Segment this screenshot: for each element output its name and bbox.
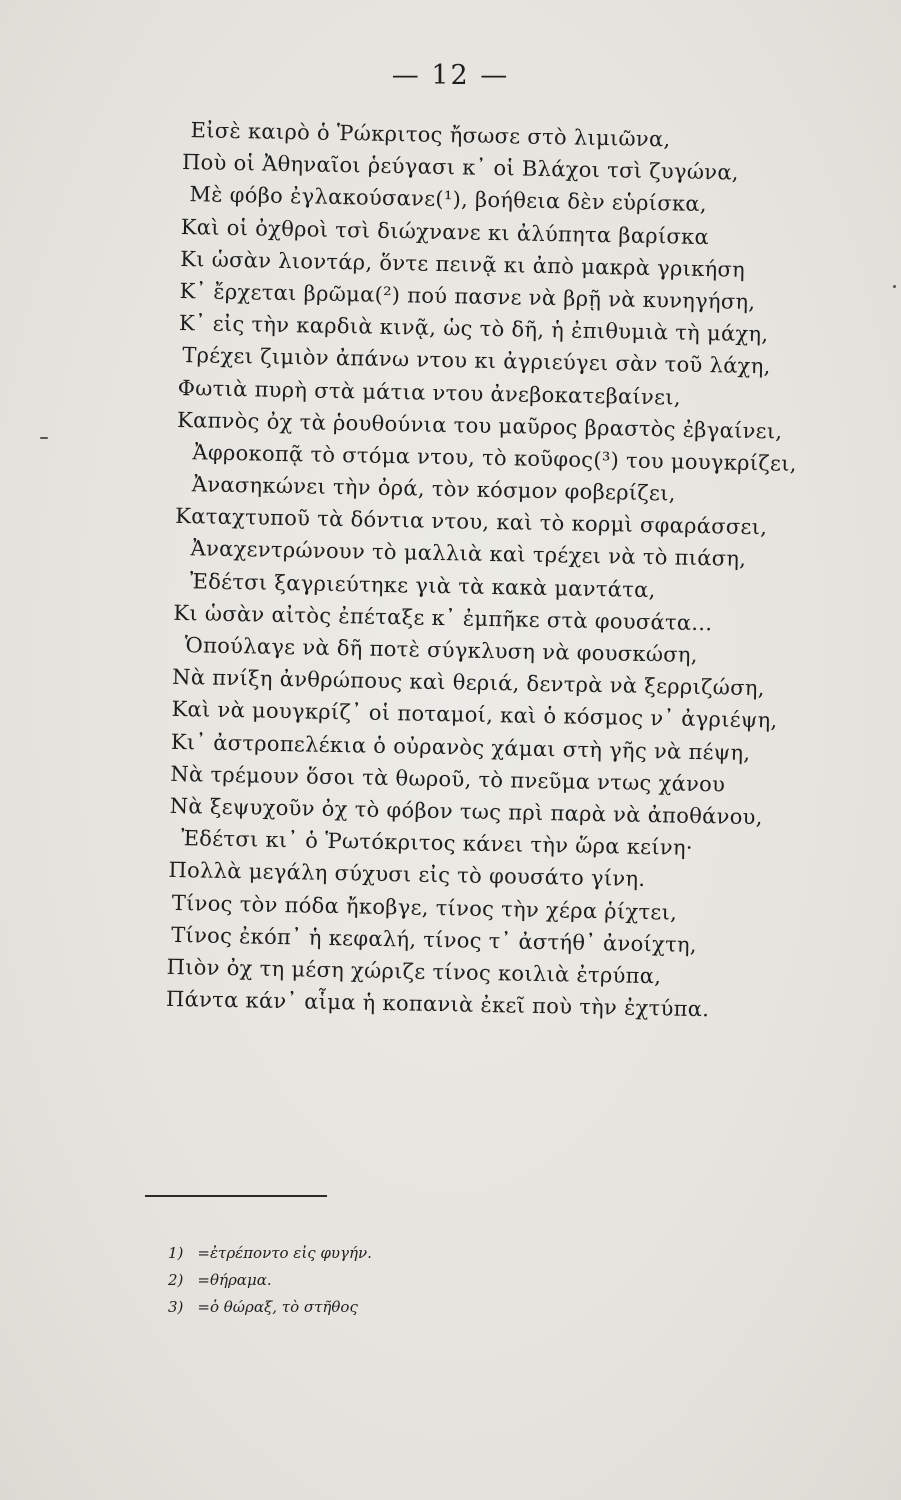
verse-line: Πιὸν ὀχ τη μέση χώριζε τίνος κοιλιὰ ἐτρύπα, [166,954,662,989]
footnote [168,1240,668,1267]
verse-line: Καὶ οἱ ὀχθροὶ τσὶ διώχνανε κι ἀλύπητα βαρίσκα [180,214,710,249]
verse-line: Καπνὸς ὀχ τὰ ῥουθούνια του μαῦρος βραστὸς ἐβγαίνει, [176,407,783,444]
verse-line: Εἰσὲ καιρὸ ὁ Ῥώκριτος ἤσωσε στὸ λιμιῶνα, [190,118,671,152]
footnote [168,1294,668,1321]
verse-line: Τίνος ἐκόπ᾿ ἡ κεφαλή, τίνος τ᾿ ἀστήθ᾿ ἀνοίχτη, [171,922,698,957]
verse-line: Νὰ τρέμουν ὅσοι τὰ θωροῦ, τὸ πνεῦμα ντως χάνου [170,761,726,797]
footnote-marker: 1) [168,1244,184,1262]
footnote-text: =ὁ θώραξ, τὸ στῆθος [197,1298,358,1316]
verse-line: Κι᾿ ἀστροπελέκια ὁ οὐρανὸς χάμαι στὴ γῆς νὰ πέψη, [170,729,751,765]
verse-line: Κι ὡσὰν αἰτὸς ἐπέταξε κ᾿ ἐμπῆκε στὰ φουσάτα... [173,600,713,636]
paper-speck [893,285,896,288]
verse-line: Καταχτυποῦ τὰ δόντια ντου, καὶ τὸ κορμὶ σφαράσσει, [175,504,768,540]
footnote-marker: 3) [168,1298,184,1316]
page-number: — 12 — [391,60,510,91]
verse-line: Πάντα κάν᾿ αἷμα ἡ κοπανιὰ ἐκεῖ ποὺ τὴν ἐχτύπα. [165,986,710,1022]
verse-line: Ποὺ οἱ Ἀθηναῖοι ῥεύγασι κ᾿ οἱ Βλάχοι τσὶ ζυγώνα, [181,150,740,185]
verse-line: Ὁπούλαγε νὰ δῆ ποτὲ σύγκλυση νὰ φουσκώση, [184,633,698,667]
verse-line: Ἀνασηκώνει τὴν ὀρά, τὸν κόσμον φοβερίζει, [191,472,676,506]
verse-line: Φωτιὰ πυρὴ στὰ μάτια ντου ἀνεβοκατεβαίνει, [177,375,682,410]
verse-line: Πολλὰ μεγάλη σύχυσι εἰς τὸ φουσάτο γίνη. [168,858,646,892]
footnote [168,1267,668,1294]
footnote-text: =θήραμα. [197,1271,272,1289]
footnote-text: =ἐτρέποντο εἰς φυγήν. [197,1244,372,1262]
verse-line: Ἐδέτσι κι᾿ ὁ Ῥωτόκριτος κάνει τὴν ὥρα κείνη· [180,826,694,861]
verse-line: Κ᾿ ἔρχεται βρῶμα(²) πού πασνε νὰ βρῇ νὰ κυνηγήση, [179,278,756,314]
verse-line: Ἀναχεντρώνουν τὸ μαλλιὰ καὶ τρέχει νὰ τὸ πιάση, [190,536,747,572]
verse-line: Κι ὡσὰν λιοντάρ, ὅντε πεινᾷ κι ἀπὸ μακρὰ γρικήση [179,246,746,282]
footnotes [168,1240,668,1321]
verse-line: Τίνος τὸν πόδα ἤκοβγε, τίνος τὴν χέρα ῥίχτει, [171,890,678,925]
verse-line: Ἀφροκοπᾷ τὸ στόμα ντου, τὸ κοῦφος(³) του μουγκρίζει, [192,440,797,476]
paper-speck [40,437,48,439]
poem-text [166,114,873,1028]
footnote-marker: 2) [168,1271,184,1289]
verse-line: Νὰ πνίξη ἀνθρώπους καὶ θεριά, δεντρὰ νὰ ξερριζώση, [171,665,765,701]
verse-line: Μὲ φόβο ἐγλακούσανε(¹), βοήθεια δὲν εὑρίσκα, [189,182,708,217]
verse-line: Καὶ νὰ μουγκρίζ᾿ οἱ ποταμοί, καὶ ὁ κόσμος ν᾿ ἀγριέψη, [171,697,778,733]
verse-line: Τρέχει ζιμιὸν ἀπάνω ντου κι ἀγριεύγει σὰν τοῦ λάχη, [182,343,771,379]
verse-line: Νὰ ξεψυχοῦν ὀχ τὸ φόβον τως πρὶ παρὰ νὰ ἀποθάνου, [169,793,763,830]
verse-line: Κ᾿ εἰς τὴν καρδιὰ κινᾷ, ὡς τὸ δῆ, ἡ ἐπιθυμιὰ τὴ μάχη, [178,311,769,347]
verse-line: Ἐδέτσι ξαγριεύτηκε γιὰ τὰ κακὰ μαντάτα, [189,568,656,602]
footnote-divider [145,1195,327,1197]
